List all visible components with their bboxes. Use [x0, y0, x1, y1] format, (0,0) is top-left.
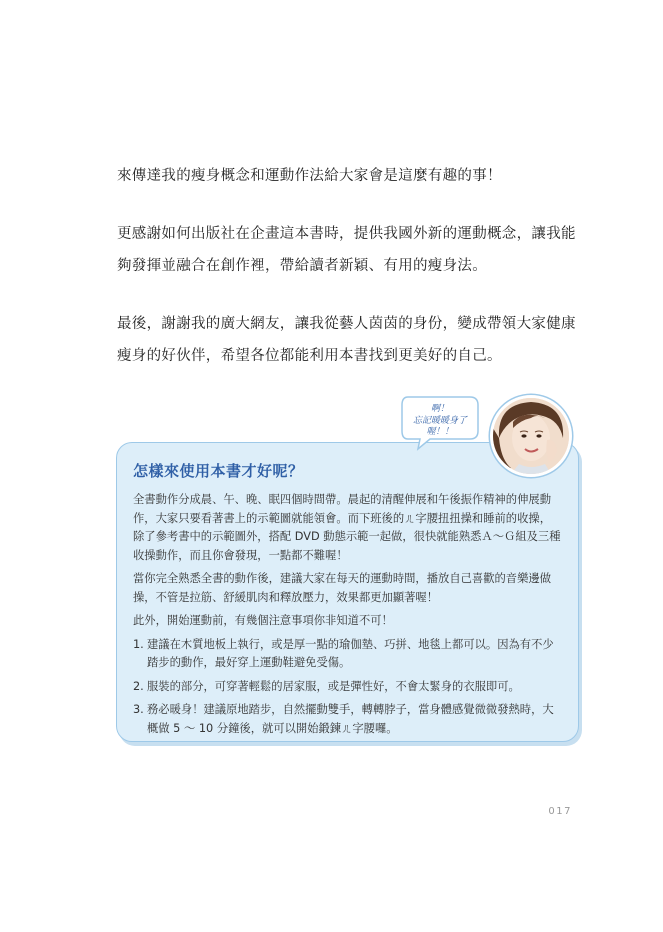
author-avatar — [490, 395, 572, 477]
tips-list — [133, 636, 562, 739]
list-item-number: 3. — [133, 703, 144, 716]
paragraph-thanks-intro: 來傳達我的瘦身概念和運動作法給大家會是這麼有趣的事！ — [117, 168, 502, 184]
list-item-text: 建議在木質地板上執行，或是厚一點的瑜伽墊、巧拼、地毯上都可以。因為有不少踏步的動作，最好穿上運動鞋避免受傷。 — [147, 637, 554, 669]
tips-body-notice: 此外，開始運動前，有幾個注意事項你非知道不可！ — [133, 614, 393, 627]
list-item-text: 務必暖身！建議原地踏步，自然擺動雙手，轉轉脖子，當身體感覺微微發熱時，大概做 5 ～ 10 分鐘後，就可以開始鍛鍊ㄦ字腰囉。 — [147, 703, 554, 735]
speech-line-2: 忘記暖暖身了喔！！ — [412, 415, 467, 437]
list-item-text: 服裝的部分，可穿著輕鬆的居家服，或是彈性好，不會太緊身的衣服即可。 — [147, 679, 520, 693]
list-item-number: 2. — [133, 679, 144, 693]
list-item — [133, 701, 562, 738]
author-portrait-icon — [493, 398, 569, 474]
speech-line-1: 啊！ — [430, 404, 449, 414]
tips-title: 怎樣來使用本書才好呢？ — [133, 462, 304, 480]
page-number: 017 — [548, 806, 572, 817]
paragraph-fans-thanks: 最後，謝謝我的廣大網友，讓我從藝人茵茵的身份，變成帶領大家健康瘦身的好伙伴，希望各位都能利用本書找到更美好的自己。 — [117, 316, 576, 364]
list-item — [133, 636, 562, 673]
list-item — [133, 678, 562, 697]
tips-body-music: 當你完全熟悉全書的動作後，建議大家在每天的運動時間，播放自己喜歡的音樂邊做操，不管是拉筋、舒緩肌肉和釋放壓力，效果都更加顯著喔！ — [133, 572, 551, 604]
speech-bubble-text — [406, 404, 474, 439]
tips-body-schedule: 全書動作分成晨、午、晚、眠四個時間帶。晨起的清醒伸展和午後振作精神的伸展動作，大家只要看著書上的示範圖就能領會。而下班後的ㄦ字腰扭扭操和睡前的收操，除了參考書中的示範圖外，搭配 DVD 動態示範一起做，很快就能熟悉Ａ～Ｇ組及三種收操動作，而且你會發現，一點都不難喔！ — [133, 493, 561, 562]
paragraph-publisher-thanks: 更感謝如何出版社在企畫這本書時，提供我國外新的運動概念，讓我能夠發揮並融合在創作裡，帶給讀者新穎、有用的瘦身法。 — [117, 226, 576, 274]
list-item-number: 1. — [133, 637, 144, 651]
usage-tips-box — [116, 442, 579, 742]
